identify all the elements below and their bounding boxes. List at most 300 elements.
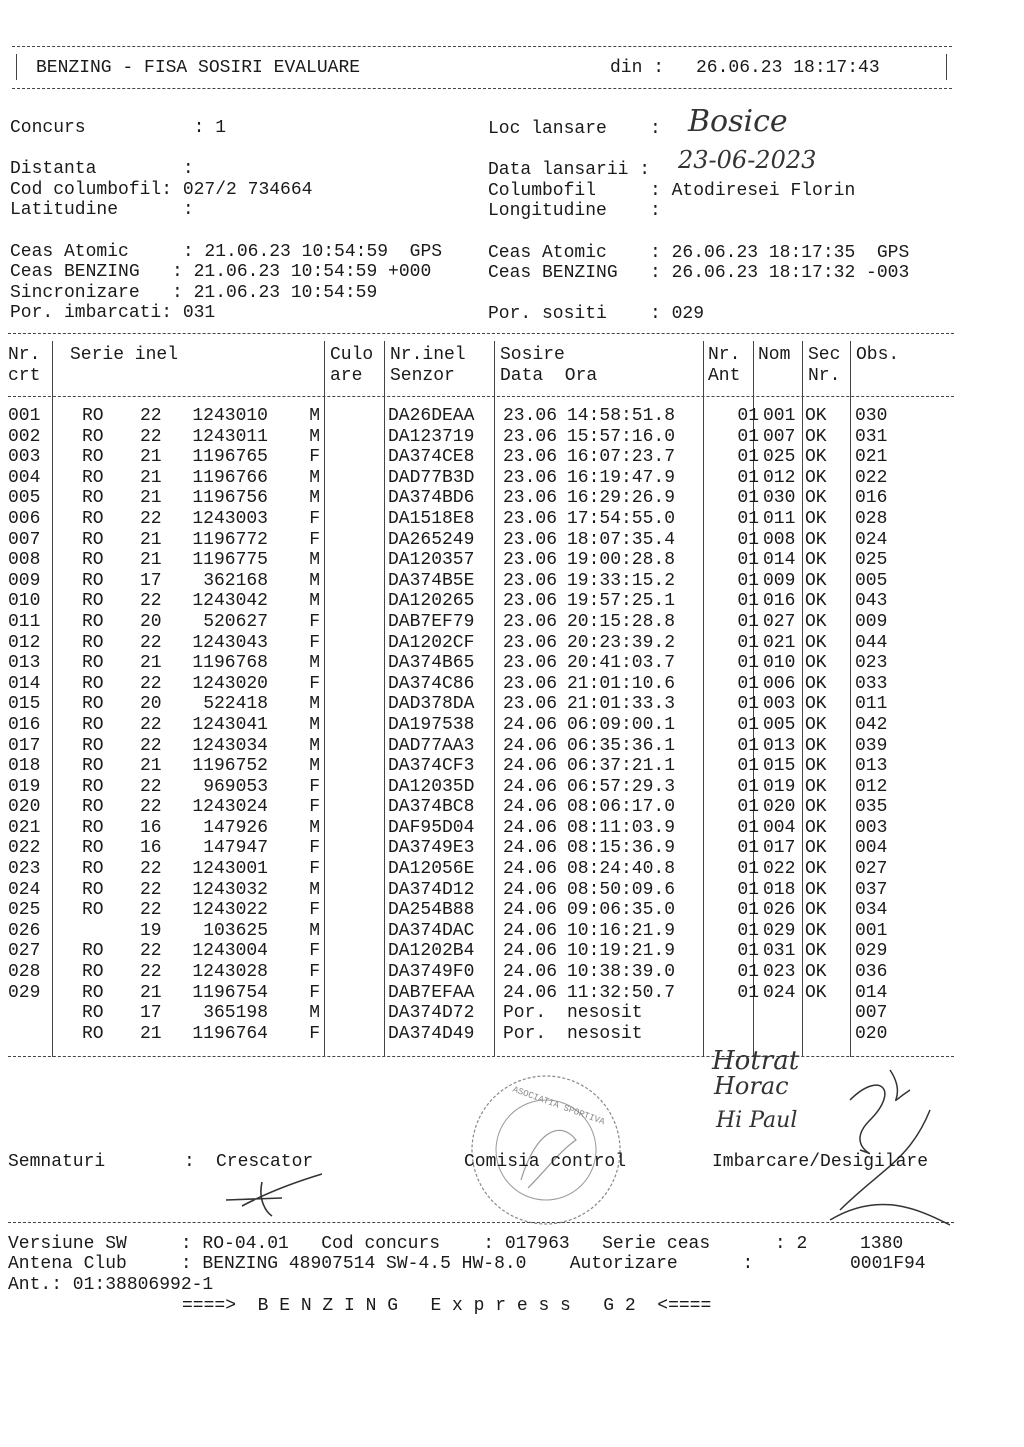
cell-date: Por. xyxy=(503,1003,547,1024)
th-are: are xyxy=(330,366,363,386)
cell-date: 23.06 xyxy=(503,467,558,488)
cell-sec: OK xyxy=(805,529,827,550)
cell-sec: OK xyxy=(805,776,827,797)
cell-yr: 22 xyxy=(140,735,162,756)
cell-ring: 103625 xyxy=(203,920,268,941)
cell-ant: 01 xyxy=(737,529,759,550)
table-row xyxy=(8,838,915,859)
cell-sex: M xyxy=(309,653,320,674)
cell-senz: DA123719 xyxy=(388,426,475,447)
cell-senz: DA374CE8 xyxy=(388,447,475,468)
cell-date: 24.06 xyxy=(503,797,558,818)
cell-nr: 003 xyxy=(8,447,41,468)
table-row xyxy=(8,777,915,798)
cell-nr: 012 xyxy=(8,632,41,653)
cell-nom: 013 xyxy=(763,735,796,756)
cell-ro: RO xyxy=(82,529,104,550)
cell-date: 23.06 xyxy=(503,591,558,612)
cell-ant: 01 xyxy=(737,859,759,880)
cell-spacer xyxy=(52,983,82,1004)
cell-spacer xyxy=(326,1024,386,1045)
handwritten-name-3: Hi Paul xyxy=(716,1108,798,1133)
cell-obs: 035 xyxy=(855,797,888,818)
cell-obs: 007 xyxy=(855,1003,888,1024)
cell-date: Por. xyxy=(503,1023,547,1044)
ceas-atomic-right: Ceas Atomic : 26.06.23 18:17:35 GPS xyxy=(488,243,910,263)
table-row xyxy=(8,509,915,530)
latitudine: Latitudine : xyxy=(10,200,194,220)
cell-sec: OK xyxy=(805,611,827,632)
cell-time: 09:06:35.0 xyxy=(567,900,676,921)
cell-nr: 014 xyxy=(8,673,41,694)
cell-sex: F xyxy=(309,632,320,653)
cell-spacer xyxy=(326,715,386,736)
cell-nr: 018 xyxy=(8,756,41,777)
table-row xyxy=(8,756,915,777)
arrivals-table xyxy=(8,406,915,1044)
cell-sex: F xyxy=(309,859,320,880)
cell-senz: DAD77B3D xyxy=(388,467,475,488)
th-sec2: Nr. xyxy=(808,366,841,386)
table-row xyxy=(8,900,915,921)
cell-yr: 21 xyxy=(140,447,162,468)
cell-ring: 1196766 xyxy=(192,467,268,488)
cell-yr: 21 xyxy=(140,982,162,1003)
cell-obs: 042 xyxy=(855,714,888,735)
cell-nr: 007 xyxy=(8,529,41,550)
cell-sex: M xyxy=(309,426,320,447)
semnaturi-label: Semnaturi xyxy=(8,1152,106,1172)
cell-date: 24.06 xyxy=(503,962,558,983)
cell-ring: 1243010 xyxy=(192,406,268,426)
cell-ring: 1196756 xyxy=(192,488,268,509)
columbofil: Columbofil : Atodiresei Florin xyxy=(488,181,856,201)
table-row xyxy=(8,633,915,654)
cell-nr: 011 xyxy=(8,611,41,632)
loc-lansare-handwritten: Bosice xyxy=(688,104,788,139)
cell-date: 24.06 xyxy=(503,714,558,735)
cell-ring: 1243028 xyxy=(192,962,268,983)
header-right-border xyxy=(946,54,947,80)
cell-spacer xyxy=(326,880,386,901)
cell-ring: 1196775 xyxy=(192,550,268,571)
cell-obs: 011 xyxy=(855,694,888,715)
cell-nr: 016 xyxy=(8,714,41,735)
cell-nom: 017 xyxy=(763,838,796,859)
cell-nr: 009 xyxy=(8,570,41,591)
table-row xyxy=(8,941,915,962)
cell-senz: DA374D12 xyxy=(388,879,475,900)
cell-sec: OK xyxy=(805,550,827,571)
cell-nr: 001 xyxy=(8,406,41,426)
cell-sex: M xyxy=(309,714,320,735)
cell-ant: 01 xyxy=(737,406,759,426)
cell-sec: OK xyxy=(805,879,827,900)
cell-senz: DAD77AA3 xyxy=(388,735,475,756)
table-top-border xyxy=(8,333,954,334)
table-row xyxy=(8,736,915,757)
express-banner: ====> B E N Z I N G E x p r e s s G 2 <==== xyxy=(182,1296,712,1316)
cell-date: 24.06 xyxy=(503,817,558,838)
cell-yr: 22 xyxy=(140,673,162,694)
cell-spacer xyxy=(326,1003,386,1024)
cell-ro: RO xyxy=(82,756,104,777)
cell-obs: 024 xyxy=(855,529,888,550)
cell-nom: 022 xyxy=(763,859,796,880)
th-sec1: Sec xyxy=(808,345,841,365)
table-row xyxy=(8,406,915,427)
cell-senz: DA12056E xyxy=(388,859,475,880)
cell-senz: DA374DAC xyxy=(388,920,475,941)
cell-sex: F xyxy=(309,1023,320,1044)
cell-ro: RO xyxy=(82,570,104,591)
cell-spacer xyxy=(326,653,386,674)
cell-nr: 020 xyxy=(8,797,41,818)
por-imbarcati: Por. imbarcati: 031 xyxy=(10,303,216,323)
cell-nr xyxy=(8,1003,52,1024)
versiune-line: Versiune SW : RO-04.01 Cod concurs : 017963 Serie ceas : 2 xyxy=(8,1234,808,1254)
cell-senz: DA1518E8 xyxy=(388,508,475,529)
cell-ant: 01 xyxy=(737,611,759,632)
cell-spacer xyxy=(52,900,82,921)
cell-ring: 969053 xyxy=(203,776,268,797)
cell-nr: 028 xyxy=(8,962,41,983)
table-row xyxy=(8,797,915,818)
cell-spacer xyxy=(52,674,82,695)
th-obs: Obs. xyxy=(856,345,900,365)
cell-spacer xyxy=(326,756,386,777)
cell-obs: 014 xyxy=(855,982,888,1003)
table-row xyxy=(8,921,915,942)
cell-sec: OK xyxy=(805,508,827,529)
cell-sex: F xyxy=(309,962,320,983)
cell-yr: 22 xyxy=(140,859,162,880)
cell-sex: F xyxy=(309,838,320,859)
cell-ro: RO xyxy=(82,838,104,859)
cell-sex: M xyxy=(309,406,320,426)
cell-ant: 01 xyxy=(737,735,759,756)
cell-ant: 01 xyxy=(737,570,759,591)
cell-date: 23.06 xyxy=(503,632,558,653)
cell-date: 23.06 xyxy=(503,508,558,529)
cell-time: 21:01:33.3 xyxy=(567,694,676,715)
cell-ant: 01 xyxy=(737,653,759,674)
th-senz1: Nr.inel xyxy=(390,345,466,365)
cell-nom: 019 xyxy=(763,776,796,797)
cell-spacer xyxy=(52,838,82,859)
cell-ring: 1243024 xyxy=(192,797,268,818)
cell-spacer xyxy=(52,633,82,654)
cell-ro: RO xyxy=(82,776,104,797)
cell-yr: 20 xyxy=(140,611,162,632)
cell-sec: OK xyxy=(805,694,827,715)
cell-nom: 016 xyxy=(763,591,796,612)
cell-spacer xyxy=(326,488,386,509)
cell-ro: RO xyxy=(82,467,104,488)
cell-sec: OK xyxy=(805,673,827,694)
cell-ring: 1243041 xyxy=(192,714,268,735)
cell-spacer xyxy=(52,509,82,530)
cell-yr: 17 xyxy=(140,570,162,591)
th-crt: crt xyxy=(8,366,41,386)
cell-spacer xyxy=(326,777,386,798)
cell-ring: 365198 xyxy=(203,1003,268,1024)
handwritten-name-2: Horac xyxy=(714,1072,789,1100)
cell-yr: 21 xyxy=(140,488,162,509)
cell-date: 24.06 xyxy=(503,879,558,900)
cell-obs: 044 xyxy=(855,632,888,653)
cell-date: 24.06 xyxy=(503,756,558,777)
cell-sec: OK xyxy=(805,982,827,1003)
cell-time: 08:11:03.9 xyxy=(567,817,676,838)
cell-spacer xyxy=(52,880,82,901)
cell-nom: 006 xyxy=(763,673,796,694)
report-title: BENZING - FISA SOSIRI EVALUARE xyxy=(36,58,361,78)
distanta: Distanta : xyxy=(10,159,194,179)
cell-nom: 012 xyxy=(763,467,796,488)
cell-nr xyxy=(8,1024,52,1045)
cell-sec: OK xyxy=(805,962,827,983)
cell-sex: M xyxy=(309,817,320,838)
cell-time: 16:19:47.9 xyxy=(567,467,676,488)
report-date: 26.06.23 18:17:43 xyxy=(696,58,880,78)
cell-spacer xyxy=(326,509,386,530)
cell-nom: 018 xyxy=(763,879,796,900)
cell-time: 10:19:21.9 xyxy=(567,941,676,962)
cell-date: 23.06 xyxy=(503,570,558,591)
cell-spacer xyxy=(52,962,82,983)
cell-obs: 031 xyxy=(855,426,888,447)
cell-nr: 024 xyxy=(8,879,41,900)
table-row xyxy=(8,1003,915,1024)
cell-time: 08:06:17.0 xyxy=(567,797,676,818)
cell-ring: 1243011 xyxy=(192,426,268,447)
cell-sex: F xyxy=(309,611,320,632)
cell-time: 14:58:51.8 xyxy=(567,406,676,426)
cell-obs: 036 xyxy=(855,962,888,983)
cell-ro: RO xyxy=(82,1003,104,1024)
cell-sec: OK xyxy=(805,817,827,838)
cell-ro: RO xyxy=(82,879,104,900)
cell-spacer xyxy=(326,838,386,859)
header-left-border xyxy=(16,54,17,80)
cell-ring: 1243004 xyxy=(192,941,268,962)
cell-nom: 014 xyxy=(763,550,796,571)
cell-ring: 1196768 xyxy=(192,653,268,674)
cell-nom: 015 xyxy=(763,756,796,777)
cell-sec xyxy=(803,1024,849,1045)
table-row xyxy=(8,715,915,736)
cell-nom: 011 xyxy=(763,508,796,529)
cell-spacer xyxy=(326,406,386,427)
cell-nr: 023 xyxy=(8,859,41,880)
cell-ant: 01 xyxy=(737,508,759,529)
table-row xyxy=(8,1024,915,1045)
cell-sex: M xyxy=(309,920,320,941)
th-serie: Serie inel xyxy=(70,345,179,365)
cell-nom: 001 xyxy=(763,406,796,426)
table-row xyxy=(8,427,915,448)
cell-date: 24.06 xyxy=(503,941,558,962)
table-row xyxy=(8,591,915,612)
cell-ant: 01 xyxy=(737,694,759,715)
cell-yr: 17 xyxy=(140,1003,162,1024)
versiune-line-end: 1380 xyxy=(860,1234,904,1254)
cell-time: 21:01:10.6 xyxy=(567,673,676,694)
cell-ro: RO xyxy=(82,447,104,468)
cell-date: 23.06 xyxy=(503,611,558,632)
cell-spacer xyxy=(326,571,386,592)
header-bottom-border xyxy=(12,88,952,89)
cell-sex: M xyxy=(309,735,320,756)
cell-obs: 013 xyxy=(855,756,888,777)
cell-spacer xyxy=(52,859,82,880)
cell-date: 23.06 xyxy=(503,550,558,571)
cell-nr: 019 xyxy=(8,776,41,797)
ceas-atomic-left: Ceas Atomic : 21.06.23 10:54:59 GPS xyxy=(10,242,443,262)
th-ant1: Nr. xyxy=(708,345,741,365)
cell-obs: 004 xyxy=(855,838,888,859)
cell-date: 23.06 xyxy=(503,653,558,674)
cell-senz: DA197538 xyxy=(388,714,475,735)
cell-ro: RO xyxy=(82,941,104,962)
cell-obs: 043 xyxy=(855,591,888,612)
cell-nr: 017 xyxy=(8,735,41,756)
cell-spacer xyxy=(52,530,82,551)
handwritten-name-1: Hotrat xyxy=(712,1046,800,1076)
cod-columbofil: Cod columbofil: 027/2 734664 xyxy=(10,180,313,200)
header-top-border xyxy=(12,46,952,47)
cell-ring: 522418 xyxy=(203,694,268,715)
ceas-benzing-left: Ceas BENZING : 21.06.23 10:54:59 +000 xyxy=(10,262,432,282)
cell-sex: F xyxy=(309,982,320,1003)
cell-yr: 21 xyxy=(140,653,162,674)
th-culo: Culo xyxy=(330,345,374,365)
cell-spacer xyxy=(326,674,386,695)
cell-time: 06:57:29.3 xyxy=(567,776,676,797)
cell-ant: 01 xyxy=(737,879,759,900)
cell-ring: 1243003 xyxy=(192,508,268,529)
cell-ring: 1243034 xyxy=(192,735,268,756)
cell-nom: 003 xyxy=(763,694,796,715)
cell-spacer xyxy=(326,797,386,818)
cell-ro: RO xyxy=(82,694,104,715)
cell-nr: 029 xyxy=(8,982,41,1003)
cell-ant: 01 xyxy=(737,982,759,1003)
ant-line: Ant.: 01:38806992-1 xyxy=(8,1275,214,1295)
cell-nr: 025 xyxy=(8,900,41,921)
cell-ro: RO xyxy=(82,982,104,1003)
ceas-benzing-right: Ceas BENZING : 26.06.23 18:17:32 -003 xyxy=(488,263,910,283)
cell-date: 24.06 xyxy=(503,859,558,880)
cell-spacer xyxy=(326,447,386,468)
cell-senz: DA26DEAA xyxy=(388,406,475,426)
cell-senz: DA120265 xyxy=(388,591,475,612)
table-row xyxy=(8,612,915,633)
cell-yr: 21 xyxy=(140,467,162,488)
cell-sec: OK xyxy=(805,900,827,921)
cell-ring: 1243032 xyxy=(192,879,268,900)
cell-date: 23.06 xyxy=(503,694,558,715)
table-row xyxy=(8,571,915,592)
cell-ant xyxy=(693,1024,763,1045)
cell-date: 23.06 xyxy=(503,673,558,694)
cell-date: 23.06 xyxy=(503,406,558,426)
cell-senz: DAB7EF79 xyxy=(388,611,475,632)
cell-spacer xyxy=(52,591,82,612)
cell-date: 24.06 xyxy=(503,735,558,756)
cell-nom: 007 xyxy=(763,426,796,447)
cell-spacer xyxy=(52,427,82,448)
th-sosire: Sosire xyxy=(500,345,565,365)
cell-ant: 01 xyxy=(737,838,759,859)
cell-ring: 147926 xyxy=(203,817,268,838)
cell-spacer xyxy=(52,653,82,674)
cell-sec: OK xyxy=(805,941,827,962)
cell-senz: DAB7EFAA xyxy=(388,982,475,1003)
cell-time: 06:35:36.1 xyxy=(567,735,676,756)
table-bottom-border xyxy=(8,1056,954,1057)
cell-time: 20:15:28.8 xyxy=(567,611,676,632)
cell-obs: 029 xyxy=(855,941,888,962)
cell-sex: F xyxy=(309,941,320,962)
cell-time: 16:07:23.7 xyxy=(567,447,676,468)
cell-nr: 026 xyxy=(8,920,41,941)
cell-ro: RO xyxy=(82,714,104,735)
cell-ant: 01 xyxy=(737,550,759,571)
cell-nom: 027 xyxy=(763,611,796,632)
cell-sex: F xyxy=(309,447,320,468)
cell-spacer xyxy=(326,736,386,757)
cell-spacer xyxy=(326,591,386,612)
cell-time: 15:57:16.0 xyxy=(567,426,676,447)
semnaturi-colon: : xyxy=(184,1152,195,1172)
cell-yr: 21 xyxy=(140,529,162,550)
cell-ro xyxy=(82,921,140,942)
cell-nom: 025 xyxy=(763,447,796,468)
cell-sex: M xyxy=(309,570,320,591)
cell-yr: 22 xyxy=(140,714,162,735)
cell-yr: 21 xyxy=(140,756,162,777)
cell-nom: 030 xyxy=(763,488,796,509)
antena-line-end: 0001F94 xyxy=(850,1254,926,1274)
cell-sec: OK xyxy=(805,488,827,509)
cell-sex: F xyxy=(309,529,320,550)
cell-ant: 01 xyxy=(737,467,759,488)
cell-ring: 1243042 xyxy=(192,591,268,612)
cell-yr: 22 xyxy=(140,941,162,962)
cell-ro: RO xyxy=(82,632,104,653)
cell-spacer xyxy=(52,550,82,571)
cell-spacer xyxy=(52,797,82,818)
table-row xyxy=(8,962,915,983)
cell-obs: 022 xyxy=(855,467,888,488)
cell-obs: 012 xyxy=(855,776,888,797)
cell-ring: 1243043 xyxy=(192,632,268,653)
cell-ro: RO xyxy=(82,900,104,921)
cell-sex: M xyxy=(309,756,320,777)
cell-time: 16:29:26.9 xyxy=(567,488,676,509)
cell-time: 11:32:50.7 xyxy=(567,982,676,1003)
cell-time: 17:54:55.0 xyxy=(567,508,676,529)
cell-spacer xyxy=(52,571,82,592)
cell-ant: 01 xyxy=(737,962,759,983)
cell-spacer xyxy=(52,406,82,427)
cell-date: 23.06 xyxy=(503,447,558,468)
cell-yr: 22 xyxy=(140,632,162,653)
cell-obs: 001 xyxy=(855,920,888,941)
cell-date: 23.06 xyxy=(503,426,558,447)
